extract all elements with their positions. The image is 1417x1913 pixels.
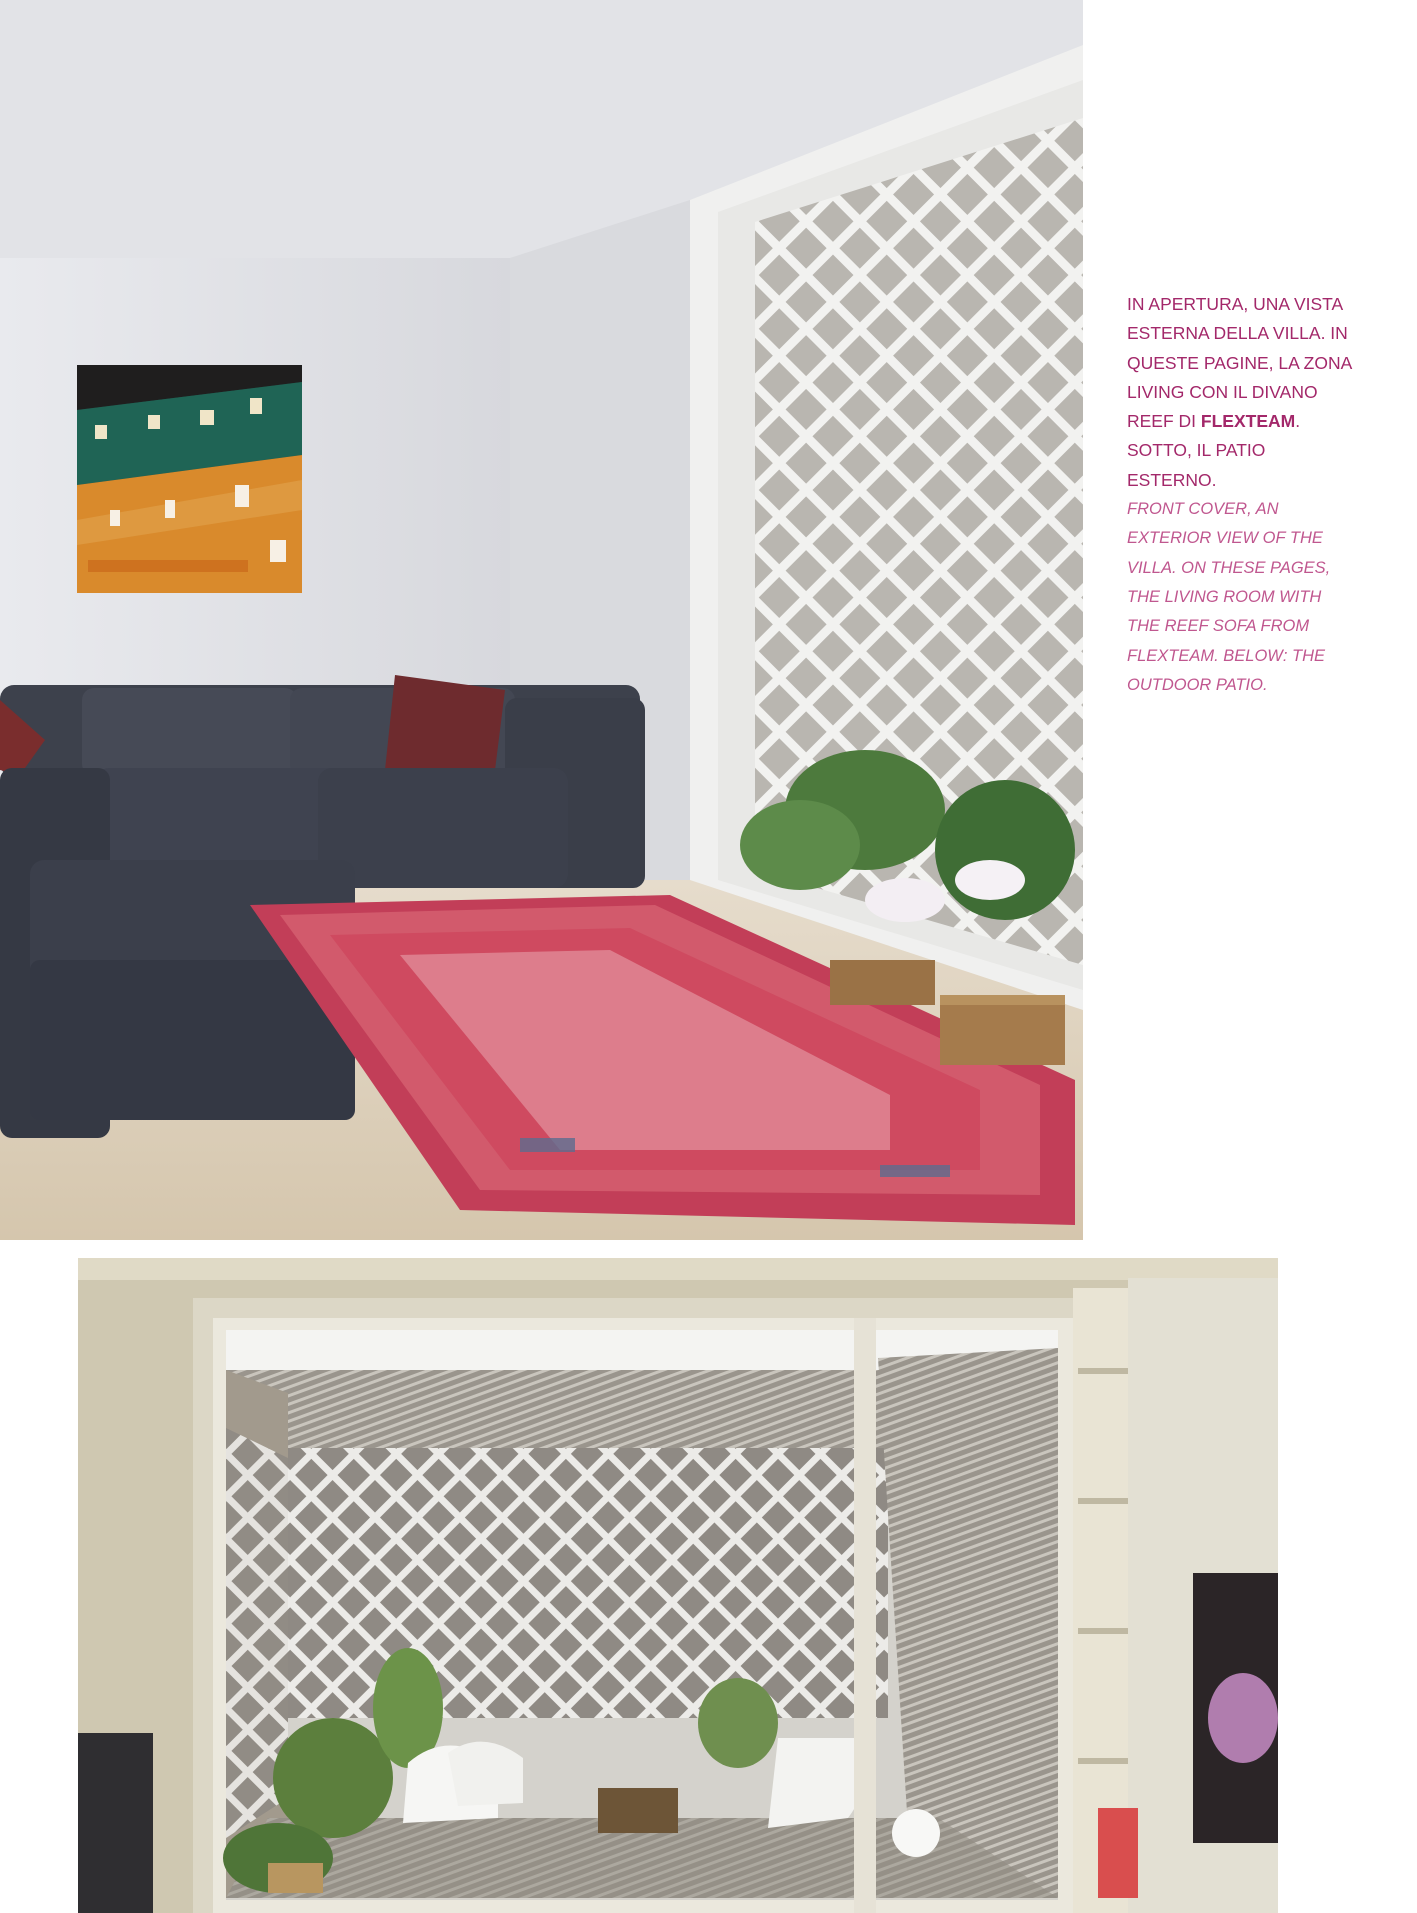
caption-italian-text: IN APERTURA, UNA VISTA ESTERNA DELLA VILLA. IN QUESTE PAGINE, LA ZONA LIVING CON IL DIVANO REEF DI <box>1127 294 1352 432</box>
caption-italian-suffix: . SOTTO, IL PATIO ESTERNO. <box>1127 411 1301 490</box>
caption-italian <box>1127 294 1351 490</box>
caption-english: FRONT COVER, AN EXTERIOR VIEW OF THE VILLA. ON THESE PAGES, THE LIVING ROOM WITH THE REEF SOFA FROM FLEXTEAM. BELOW: THE OUTDOOR PATIO. <box>1127 500 1331 694</box>
patio-photo <box>78 1258 1278 1913</box>
caption-brand: FLEXTEAM <box>1200 411 1296 432</box>
living-room-photo <box>0 0 1083 1240</box>
photo-caption <box>1127 290 1357 700</box>
